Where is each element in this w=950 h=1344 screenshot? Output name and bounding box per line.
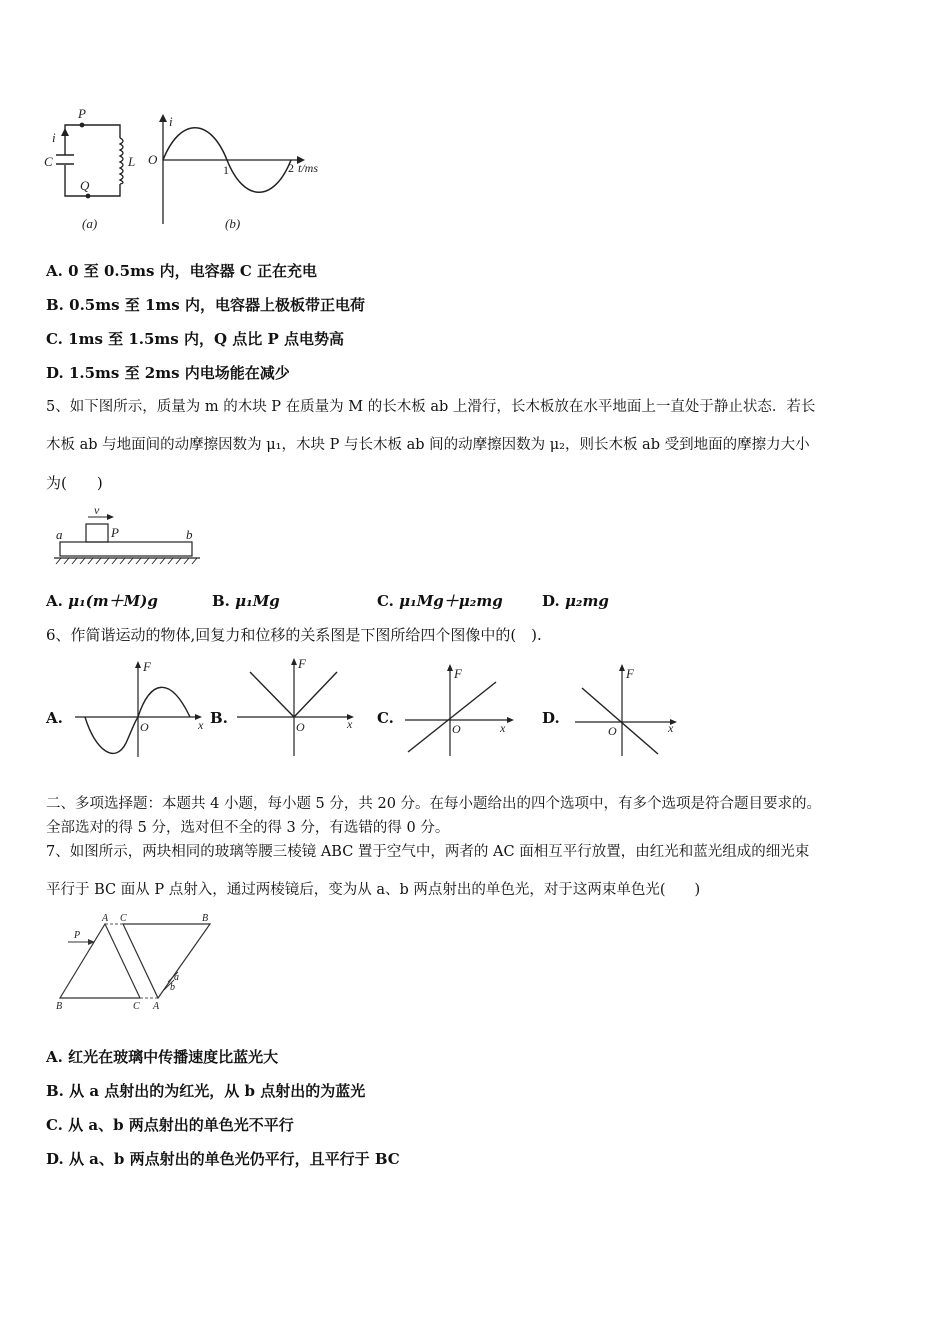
graph-a-o: O bbox=[140, 720, 149, 734]
label-p: P bbox=[74, 930, 81, 941]
q6-option-a-letter[interactable]: A. bbox=[46, 709, 63, 727]
q6-graph-a-sine[interactable] bbox=[70, 655, 215, 765]
q7-stem-line1: 7、如图所示，两块相同的玻璃等腰三棱镜 ABC 置于空气中，两者的 AC 面相互平行放置，由红光和蓝光组成的细光束 bbox=[46, 844, 810, 860]
graph-b-x: x bbox=[347, 717, 353, 731]
q6-stem: 6、作简谐运动的物体,回复力和位移的关系图是下图所给四个图像中的( ). bbox=[46, 626, 542, 644]
lc-circuit-figure bbox=[40, 100, 140, 240]
q6-option-d-letter[interactable]: D. bbox=[542, 709, 560, 727]
q6-graph-b-v-shape[interactable] bbox=[232, 652, 362, 762]
q6-option-b-letter[interactable]: B. bbox=[210, 709, 228, 727]
label-b: b bbox=[170, 982, 175, 993]
label-a: a bbox=[174, 972, 179, 983]
graph-i-label: i bbox=[169, 114, 173, 129]
q5-stem-line1: 5、如下图所示，质量为 m 的木块 P 在质量为 M 的长木板 ab 上滑行，长木板放在水平地面上一直处于静止状态．若长 bbox=[46, 399, 816, 415]
prism2-b: B bbox=[202, 913, 209, 924]
section2-heading-line2: 全部选对的得 5 分，选对但不全的得 3 分，有选错的得 0 分。 bbox=[46, 820, 450, 836]
q5-stem-line3: 为( ) bbox=[46, 474, 103, 492]
q7-option-a[interactable]: A. 红光在玻璃中传播速度比蓝光大 bbox=[46, 1048, 279, 1066]
graph-b-f: F bbox=[298, 656, 306, 671]
prism1-c: C bbox=[133, 1001, 140, 1012]
q5-option-b[interactable]: B. μ₁Mg bbox=[212, 592, 280, 610]
graph-d-f: F bbox=[626, 666, 634, 681]
block-on-board-figure bbox=[50, 500, 210, 570]
tick-1: 1 bbox=[223, 163, 229, 177]
q7-option-c[interactable]: C. 从 a、b 两点射出的单色光不平行 bbox=[46, 1116, 294, 1134]
prism2-c: C bbox=[120, 913, 127, 924]
graph-origin: O bbox=[148, 152, 158, 167]
graph-d-x: x bbox=[668, 721, 674, 735]
caption-a: (a) bbox=[82, 216, 98, 231]
label-q: Q bbox=[80, 178, 90, 193]
label-v: v bbox=[94, 503, 100, 517]
prism2-a: A bbox=[153, 1001, 160, 1012]
current-sine-graph bbox=[145, 112, 345, 242]
q4-option-c[interactable]: C. 1ms 至 1.5ms 内，Q 点比 P 点电势高 bbox=[46, 330, 344, 348]
q6-graph-d-negative-line[interactable] bbox=[570, 660, 690, 760]
q6-option-c-letter[interactable]: C. bbox=[377, 709, 394, 727]
caption-b: (b) bbox=[225, 216, 241, 231]
graph-a-f: F bbox=[143, 659, 151, 674]
q6-graph-c-positive-line[interactable] bbox=[400, 660, 530, 760]
graph-d-o: O bbox=[608, 724, 617, 738]
q7-option-b[interactable]: B. 从 a 点射出的为红光，从 b 点射出的为蓝光 bbox=[46, 1082, 366, 1100]
label-p: P bbox=[111, 525, 119, 540]
q5-option-d[interactable]: D. μ₂mg bbox=[542, 592, 609, 610]
label-l: L bbox=[128, 154, 136, 169]
graph-c-o: O bbox=[452, 722, 461, 736]
two-prism-figure bbox=[50, 910, 220, 1015]
graph-c-f: F bbox=[454, 666, 462, 681]
q4-option-a[interactable]: A. 0 至 0.5ms 内，电容器 C 正在充电 bbox=[46, 262, 318, 280]
q5-option-c[interactable]: C. μ₁Mg＋μ₂mg bbox=[377, 592, 503, 610]
q4-option-b[interactable]: B. 0.5ms 至 1ms 内，电容器上极板带正电荷 bbox=[46, 296, 365, 314]
graph-b-o: O bbox=[296, 720, 305, 734]
tick-2: 2 bbox=[288, 161, 294, 175]
label-a: a bbox=[56, 527, 63, 542]
section2-heading-line1: 二、多项选择题：本题共 4 小题，每小题 5 分，共 20 分。在每小题给出的四个选项中，有多个选项是符合题目要求的。 bbox=[46, 796, 822, 812]
t-unit: t/ms bbox=[298, 161, 319, 175]
q7-stem-line2: 平行于 BC 面从 P 点射入，通过两棱镜后，变为从 a、b 两点射出的单色光，对于这两束单色光( ) bbox=[46, 882, 701, 898]
label-c: C bbox=[44, 154, 53, 169]
graph-a-x: x bbox=[198, 718, 204, 732]
label-b: b bbox=[186, 527, 193, 542]
prism1-a: A bbox=[102, 913, 109, 924]
q5-stem-line2: 木板 ab 与地面间的动摩擦因数为 μ₁，木块 P 与长木板 ab 间的动摩擦因数为 μ₂，则长木板 ab 受到地面的摩擦力大小 bbox=[46, 437, 810, 453]
q4-option-d[interactable]: D. 1.5ms 至 2ms 内电场能在减少 bbox=[46, 364, 290, 382]
graph-c-x: x bbox=[500, 721, 506, 735]
label-i: i bbox=[52, 130, 56, 145]
label-p: P bbox=[78, 106, 86, 121]
q7-option-d[interactable]: D. 从 a、b 两点射出的单色光仍平行，且平行于 BC bbox=[46, 1150, 400, 1168]
q5-option-a[interactable]: A. μ₁(m＋M)g bbox=[46, 592, 158, 610]
prism1-b: B bbox=[56, 1001, 63, 1012]
